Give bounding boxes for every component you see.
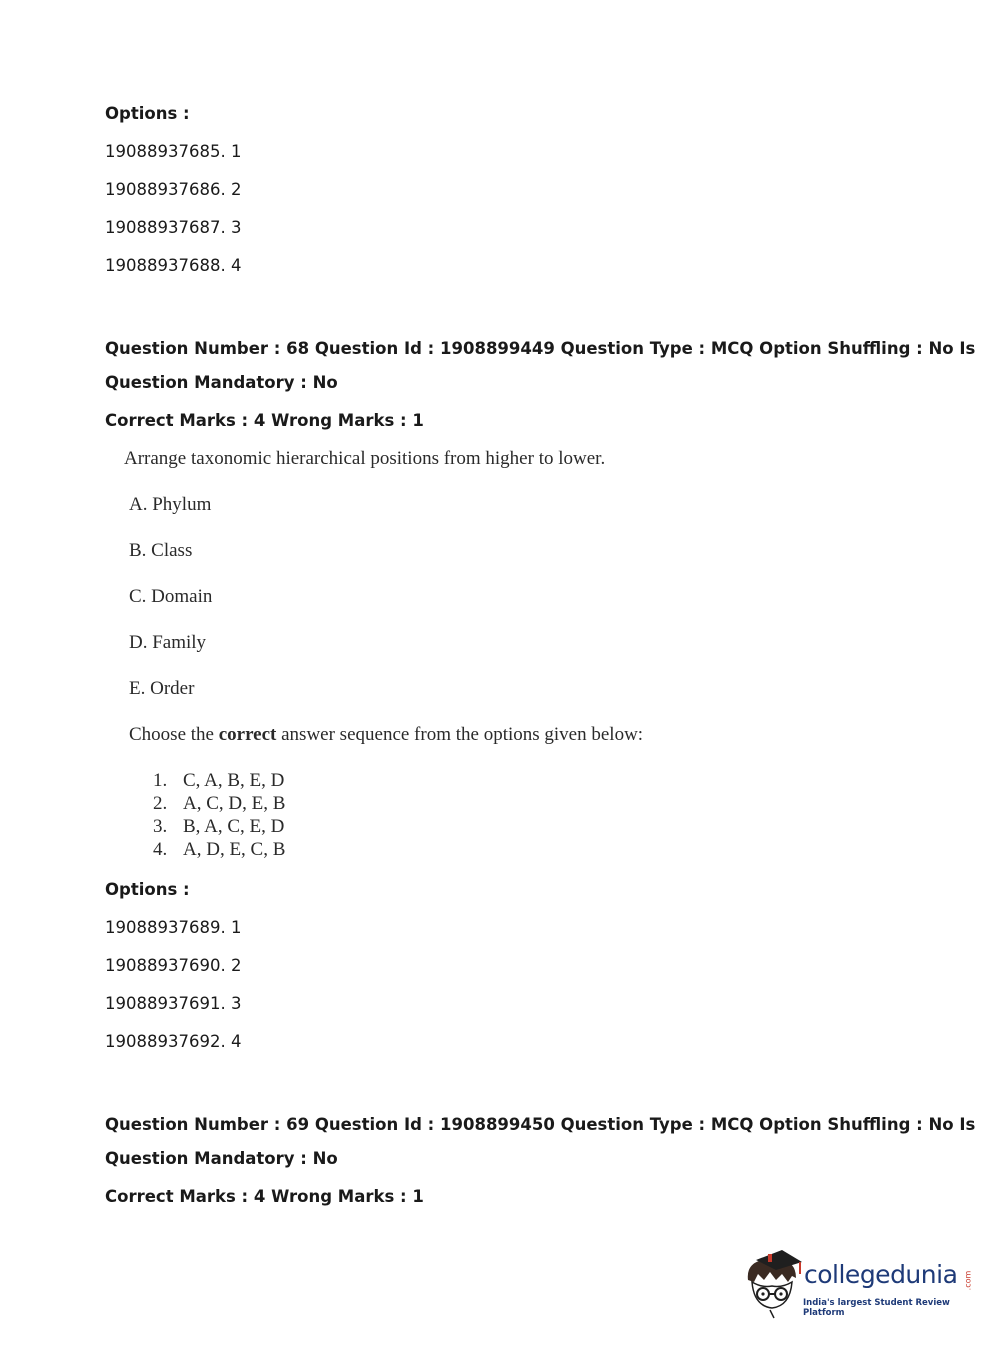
- options-heading: Options :: [105, 880, 190, 899]
- option-item: 19088937688. 4: [105, 256, 242, 275]
- question-item: B. Class: [129, 540, 193, 561]
- question-mandatory: Question Mandatory : No: [105, 373, 338, 392]
- question-mandatory: Question Mandatory : No: [105, 1149, 338, 1168]
- options-heading: Options :: [105, 104, 190, 123]
- question-item: C. Domain: [129, 586, 213, 607]
- question-header: Question Number : 68 Question Id : 1908899449 Question Type : MCQ Option Shuffling : No Is: [105, 339, 976, 358]
- collegedunia-logo: [742, 1250, 972, 1320]
- option-item: 19088937691. 3: [105, 994, 242, 1013]
- question-item: A. Phylum: [129, 494, 212, 515]
- logo-tagline: India's largest Student Review Platform: [803, 1298, 950, 1318]
- question-stem: Arrange taxonomic hierarchical positions from higher to lower.: [124, 448, 606, 469]
- logo-wordmark: collegedunia: [804, 1260, 958, 1289]
- option-item: 19088937692. 4: [105, 1032, 242, 1051]
- option-item: 19088937686. 2: [105, 180, 242, 199]
- marks-line: Correct Marks : 4 Wrong Marks : 1: [105, 411, 424, 430]
- option-item: 19088937685. 1: [105, 142, 242, 161]
- choose-instruction: Choose the correct answer sequence from the options given below:: [129, 724, 644, 745]
- sequence-option: 4. A, D, E, C, B: [153, 839, 286, 860]
- sequence-option: 2. A, C, D, E, B: [153, 793, 286, 814]
- question-header: Question Number : 69 Question Id : 1908899450 Question Type : MCQ Option Shuffling : No Is: [105, 1115, 976, 1134]
- sequence-option: 3. B, A, C, E, D: [153, 816, 285, 837]
- option-item: 19088937689. 1: [105, 918, 242, 937]
- question-item: E. Order: [129, 678, 195, 699]
- marks-line: Correct Marks : 4 Wrong Marks : 1: [105, 1187, 424, 1206]
- option-item: 19088937687. 3: [105, 218, 242, 237]
- question-item: D. Family: [129, 632, 207, 653]
- sequence-option: 1. C, A, B, E, D: [153, 770, 285, 791]
- logo-domain-suffix: .com: [963, 1270, 973, 1291]
- option-item: 19088937690. 2: [105, 956, 242, 975]
- mascot-icon: [742, 1250, 804, 1320]
